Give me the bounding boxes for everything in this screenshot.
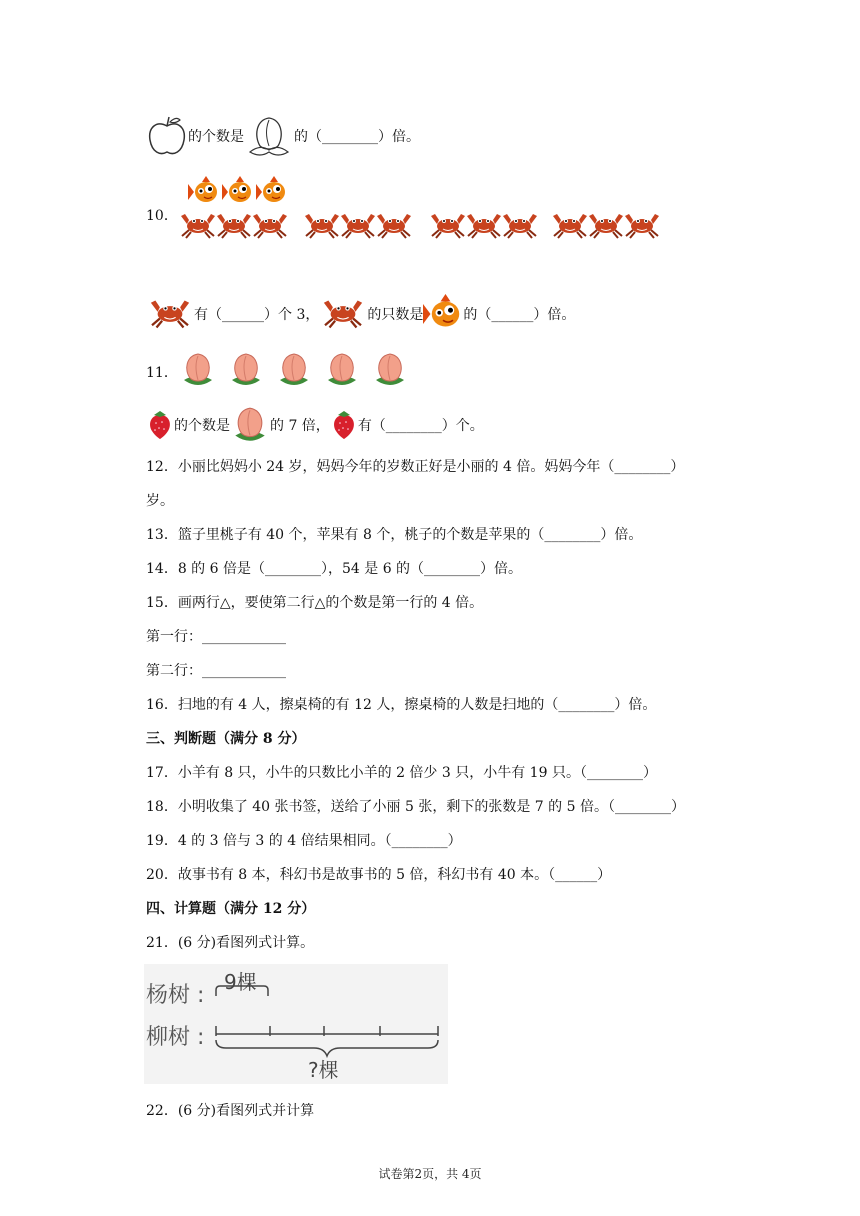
q15: 15．画两行△，要使第二行△的个数是第一行的 4 倍。 [146, 595, 484, 611]
peach-row-icon [174, 348, 419, 390]
count-yang: 9棵 [224, 970, 257, 994]
fish-group-icon [184, 176, 289, 208]
strawberry-icon [330, 408, 358, 442]
q10-sentence-c: 的（______）倍。 [463, 307, 576, 323]
fish-icon [423, 294, 463, 334]
q17: 17．小羊有 8 只，小牛的只数比小羊的 2 倍少 3 只，小牛有 19 只。（________） [146, 765, 657, 781]
q11-sentence-c: 有（________）个。 [357, 418, 484, 434]
question-11-sentence [146, 404, 484, 446]
q13: 13．篮子里桃子有 40 个，苹果有 8 个，桃子的个数是苹果的（________）倍。 [146, 527, 643, 543]
q9-mid: 的个数是 [188, 129, 244, 145]
q18: 18．小明收集了 40 张书签，送给了小丽 5 张，剩下的张数是 7 的 5 倍。（________） [146, 799, 685, 815]
q9-tail: 的（________）倍。 [294, 129, 420, 145]
diagram-lines [144, 964, 448, 1084]
q22: 22．(6 分)看图列式并计算 [146, 1103, 315, 1119]
q16: 16．扫地的有 4 人，擦桌椅的有 12 人，擦桌椅的人数是扫地的（________）倍。 [146, 697, 657, 713]
q21: 21．(6 分)看图列式计算。 [146, 935, 315, 951]
q10-sentence-b: 的只数是 [367, 307, 424, 323]
count-liu: ?棵 [308, 1058, 339, 1082]
page-footer: 试卷第2页，共 4页 [378, 1167, 482, 1181]
q15-row2: 第二行：____________ [146, 663, 286, 679]
q11-sentence-b: 的 7 倍， [270, 418, 330, 434]
section-4-title: 四、计算题（满分 12 分） [146, 901, 316, 917]
apple-icon [146, 114, 188, 158]
q10-sentence-a: 有（______）个 3， [194, 307, 320, 323]
q12-line1: 12．小丽比妈妈小 24 岁，妈妈今年的岁数正好是小丽的 4 倍。妈妈今年（________） [146, 459, 685, 475]
question-9 [146, 112, 420, 160]
section-3-title: 三、判断题（满分 8 分） [146, 731, 306, 747]
label-yang: 杨树 : [146, 983, 205, 1008]
q10-number: 10． [146, 208, 178, 224]
question-10-sentence [146, 294, 575, 334]
tree-diagram [144, 964, 448, 1084]
q11-number: 11． [146, 365, 178, 381]
crab-groups-icon [180, 208, 670, 244]
q15-row1: 第一行：____________ [146, 629, 286, 645]
strawberry-icon [146, 408, 174, 442]
q12-line2: 岁。 [146, 493, 174, 509]
q19: 19．4 的 3 倍与 3 的 4 倍结果相同。（________） [146, 833, 462, 849]
q20: 20．故事书有 8 本，科幻书是故事书的 5 倍，科幻书有 40 本。（______） [146, 867, 612, 883]
crab-icon [319, 296, 367, 332]
crab-icon [146, 296, 194, 332]
peach-outline-icon [244, 112, 294, 160]
label-liu: 柳树 : [146, 1025, 205, 1050]
q11-sentence-a: 的个数是 [174, 418, 230, 434]
peach-icon [230, 404, 270, 446]
q14: 14．8 的 6 倍是（________），54 是 6 的（________）倍。 [146, 561, 523, 577]
